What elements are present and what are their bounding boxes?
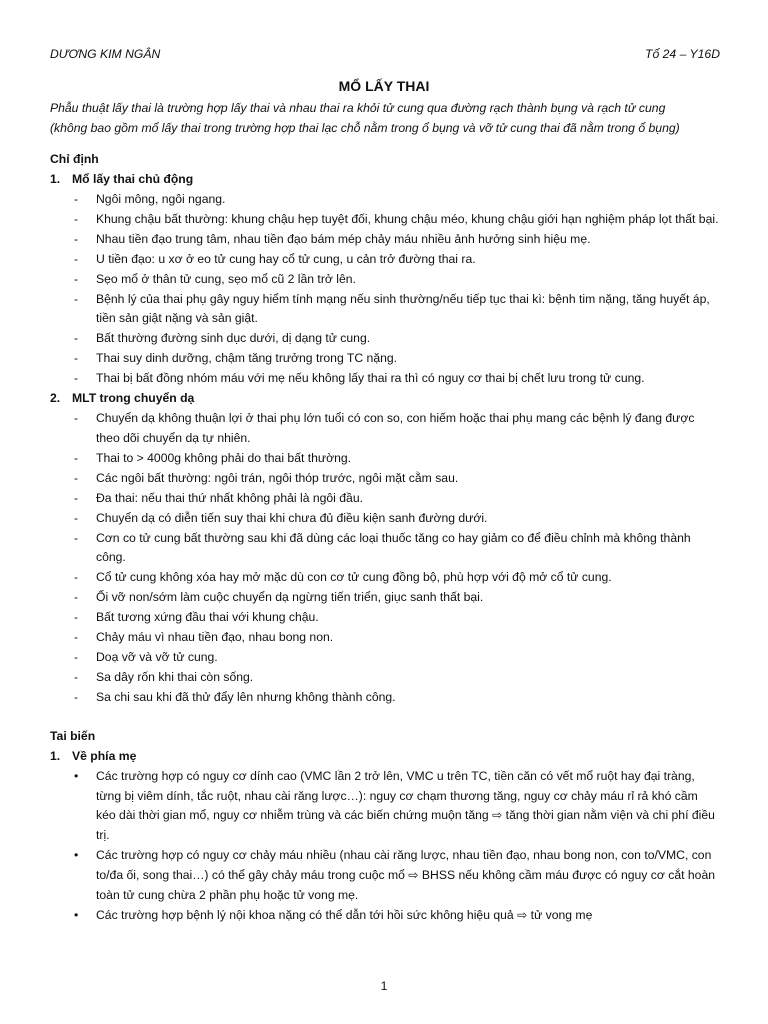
list-marker: - (74, 211, 79, 226)
list-marker: - (74, 590, 79, 605)
list-marker: - (74, 411, 79, 426)
maternal-complications-list (50, 767, 720, 926)
list-item-text: Sa dây rốn khi thai còn sống. (96, 669, 254, 684)
subsection-title: MLT trong chuyển dạ (72, 391, 195, 406)
subsection-heading-elective (50, 170, 720, 190)
list-marker: - (74, 610, 79, 625)
list-item (50, 489, 720, 509)
list-item-text: Các trường hợp có nguy cơ chảy máu nhiều (nhau cài răng lược, nhau tiền đạo, nhau bong non, con to/VMC, con to/đa ối, song thai…) có thể gây chảy máu trong cuộc mổ ⇨ BHSS nếu không cầm máu được có nguy cơ cắt hoàn toàn tử cung chừa 2 phần phụ hoặc tử vong mẹ. (96, 848, 716, 903)
page-number: 1 (380, 979, 388, 993)
list-marker: - (74, 450, 79, 465)
list-item (50, 529, 720, 569)
section-spacer (50, 708, 720, 727)
list-item (50, 349, 720, 369)
list-item-text: Chuyển dạ không thuận lợi ở thai phụ lớn tuổi có con so, con hiếm hoặc thai phụ mang các bệnh lý đang được theo dõi chuyển dạ tự nhiên. (96, 411, 695, 445)
list-marker: - (74, 331, 79, 346)
subsection-title: Mổ lấy thai chủ động (72, 172, 194, 186)
subsection-title: Về phía mẹ (72, 748, 137, 763)
list-item (50, 270, 720, 290)
list-item-text: Sa chi sau khi đã thử đẩy lên nhưng không thành công. (96, 689, 396, 704)
list-marker: - (74, 192, 79, 206)
list-item-text: Khung chậu bất thường: khung chậu hẹp tuyệt đối, khung chậu méo, khung chậu giới hạn nghiệm pháp lọt thất bại. (96, 211, 719, 226)
list-item-text: Nhau tiền đạo trung tâm, nhau tiền đạo bám mép chảy máu nhiều ảnh hưởng sinh hiệu mẹ. (96, 231, 591, 246)
list-item-text: Cơn co tử cung bất thường sau khi đã dùng các loại thuốc tăng co hay giảm co để điều chỉnh mà không thành công. (96, 530, 691, 565)
list-item-text: Các trường hợp bệnh lý nội khoa nặng có thể dẫn tới hồi sức không hiệu quả ⇨ tử vong mẹ (96, 908, 593, 922)
list-item (50, 568, 720, 588)
list-item (50, 767, 720, 847)
list-item (50, 588, 720, 608)
list-marker: - (74, 251, 79, 266)
labor-indications-list (50, 409, 720, 708)
list-marker: - (74, 351, 79, 366)
document-body (50, 150, 720, 926)
list-item-text: U tiền đạo: u xơ ở eo tử cung hay cổ tử cung, u cản trở đường thai ra. (96, 251, 476, 266)
list-item-text: Thai suy dinh dưỡng, chậm tăng trưởng trong TC nặng. (96, 351, 398, 366)
list-item (50, 290, 720, 330)
list-marker: • (74, 768, 79, 783)
section-heading-complications: Tai biến (50, 728, 96, 743)
list-item (50, 190, 720, 210)
list-item (50, 469, 720, 489)
section-heading-indications: Chỉ định (50, 152, 99, 166)
list-marker: - (74, 689, 79, 704)
list-item (50, 509, 720, 529)
list-item-text: Cổ tử cung không xóa hay mở mặc dù con cơ tử cung đồng bộ, phù hợp với độ mở cổ tử cung. (96, 570, 612, 585)
list-marker: • (74, 908, 79, 922)
list-item (50, 230, 720, 250)
list-marker: - (74, 271, 79, 286)
list-marker: - (74, 231, 79, 246)
list-item-text: Ngôi mông, ngôi ngang. (96, 192, 226, 206)
list-marker: - (74, 510, 79, 525)
subsection-number: 1. (50, 748, 61, 763)
list-marker: • (74, 848, 79, 863)
subsection-heading-labor (50, 389, 720, 409)
list-item-text: Bất thường đường sinh dục dưới, dị dạng tử cung. (96, 331, 371, 346)
list-marker: - (74, 470, 79, 485)
list-marker: - (74, 669, 79, 684)
list-item (50, 369, 720, 389)
subsection-heading-maternal (50, 747, 720, 767)
list-item-text: Thai to > 4000g không phải do thai bất thường. (96, 450, 352, 465)
list-item-text: Bệnh lý của thai phụ gây nguy hiểm tính mạng nếu sinh thường/nếu tiếp tục thai kì: bệnh tim nặng, tăng huyết áp, tiền sản giật nặng và sản giật. (96, 291, 710, 326)
list-item-text: Doạ vỡ và vỡ tử cung. (96, 649, 218, 664)
list-item (50, 409, 720, 449)
list-item (50, 449, 720, 469)
intro-line: Phẫu thuật lấy thai là trường hợp lấy thai và nhau thai ra khỏi tử cung qua đường rạch thành bụng và rạch tử cung (50, 101, 666, 115)
list-item (50, 668, 720, 688)
group-label: Tổ 24 – Y16D (645, 47, 720, 61)
author-name: DƯƠNG KIM NGÂN (50, 47, 161, 61)
list-item-text: Đa thai: nếu thai thứ nhất không phải là ngôi đầu. (96, 490, 364, 505)
intro-line: (không bao gồm mổ lấy thai trong trường hợp thai lạc chỗ nằm trong ổ bụng và vỡ tử cung thai đã nằm trong ổ bụng) (50, 120, 680, 135)
list-item-text: Chảy máu vì nhau tiền đạo, nhau bong non. (96, 630, 334, 645)
list-item (50, 329, 720, 349)
page-header (50, 45, 720, 65)
subsection-number: 1. (50, 172, 61, 186)
list-marker: - (74, 371, 79, 386)
list-marker: - (74, 530, 79, 545)
list-item-text: Ối vỡ non/sớm làm cuộc chuyển dạ ngừng tiến triển, giục sanh thất bại. (96, 590, 484, 605)
list-item (50, 846, 720, 906)
list-item (50, 628, 720, 648)
list-marker: - (74, 291, 79, 306)
list-item-text: Các ngôi bất thường: ngôi trán, ngôi thóp trước, ngôi mặt cằm sau. (96, 470, 459, 485)
list-item-text: Sẹo mổ ở thân tử cung, sẹo mổ cũ 2 lần trở lên. (96, 271, 356, 286)
list-item-text: Các trường hợp có nguy cơ dính cao (VMC lần 2 trở lên, VMC u trên TC, tiền căn có vết mổ ruột hay đại tràng, từng bị viêm dính, tắc ruột, nhau cài răng lược…): nguy cơ chạm thương tăng, nguy cơ chảy máu rỉ rả khó cầm kéo dài thời gian mổ, nguy cơ nhiễm trùng và các biến chứng muộn tăng ⇨ tăng thời gian nằm viện và chi phí điều trị. (96, 768, 715, 843)
list-item-text: Bất tương xứng đầu thai với khung chậu. (96, 610, 319, 625)
list-marker: - (74, 570, 79, 585)
intro-paragraph (50, 99, 720, 139)
list-item (50, 906, 720, 926)
list-item-text: Thai bị bất đồng nhóm máu với mẹ nếu không lấy thai ra thì có nguy cơ thai bị chết lưu trong tử cung. (96, 371, 645, 386)
subsection-number: 2. (50, 391, 61, 406)
list-item (50, 210, 720, 230)
elective-indications-list (50, 190, 720, 389)
document-title: MỔ LẤY THAI (338, 78, 430, 94)
list-marker: - (74, 630, 79, 645)
list-item (50, 688, 720, 708)
list-item (50, 648, 720, 668)
list-marker: - (74, 490, 79, 505)
list-item (50, 608, 720, 628)
list-item-text: Chuyển dạ có diễn tiến suy thai khi chưa đủ điều kiện sanh đường dưới. (96, 510, 488, 525)
list-marker: - (74, 649, 79, 664)
list-item (50, 250, 720, 270)
